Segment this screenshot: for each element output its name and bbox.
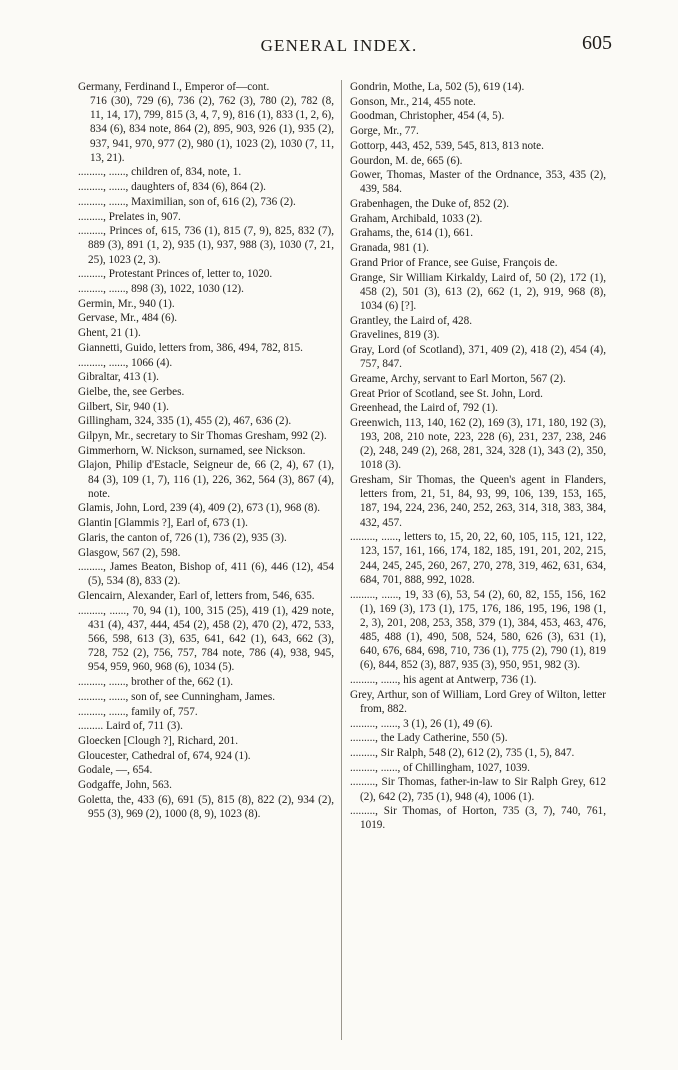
page-title: GENERAL INDEX. xyxy=(260,36,418,55)
index-entry: Gower, Thomas, Master of the Ordnance, 353, 435 (2), 439, 584. xyxy=(350,169,606,196)
page-number: 605 xyxy=(582,32,612,54)
index-entry: Greenhead, the Laird of, 792 (1). xyxy=(350,402,498,415)
index-entry: Greame, Archy, servant to Earl Morton, 567 (2). xyxy=(350,372,566,385)
index-entry: ........., ......, 19, 33 (6), 53, 54 (2), 60, 82, 155, 156, 162 (1), 169 (3), 173 (1), 175, 176, 186, 195, 196, 198 (1, 2, 3), 201, 208, 253, 358, 379 (1), 384, 453, 463, 476, 485, 488 (1), 490, 508, 524, 580, 626 (3), 631 (1), 640, 676, 684, 698, 710, 736 (1), 775 (2), 790 (1), 819 (6), 844, 852 (3), 887, 935 (3), 950, 951, 982 (3). xyxy=(350,588,606,672)
index-entry: Gillingham, 324, 335 (1), 455 (2), 467, 636 (2). xyxy=(78,415,292,428)
index-entry: Glamis, John, Lord, 239 (4), 409 (2), 673 (1), 968 (8). xyxy=(78,502,321,515)
index-entry: Gielbe, the, see Gerbes. xyxy=(78,385,185,398)
index-entry-line: 716 (30), 729 (6), 736 (2), 762 (3), 780 (2), 782 (8, 11, 14, 17), 799, 815 (3, 4, 7, 9), 816 (1), 833 (1, 2, 6), 834 (6), 834 note, 864 (2), 895, 903, 926 (1), 935 (2), 937, 941, 970, 977 (2), 980 (1), 1023 (2), 1030 (7, 11, 13, 21). xyxy=(90,95,334,164)
index-entry: Glaris, the canton of, 726 (1), 736 (2), 935 (3). xyxy=(78,531,287,544)
index-entry: Greenwich, 113, 140, 162 (2), 169 (3), 171, 180, 192 (3), 193, 208, 210 note, 223, 228 (6), 231, 237, 238, 246 (2), 248, 249 (2), 268, 281, 324, 328 (1), 343 (2), 350, 1018 (3). xyxy=(350,416,606,472)
index-entry: Glantin [Glammis ?], Earl of, 673 (1). xyxy=(78,517,248,530)
index-entry: ........., ......, brother of the, 662 (1). xyxy=(78,676,234,689)
index-entry: ........., the Lady Catherine, 550 (5). xyxy=(350,732,508,745)
index-entry: Great Prior of Scotland, see St. John, Lord. xyxy=(350,387,543,400)
index-entry: Grantley, the Laird of, 428. xyxy=(350,314,472,327)
index-entry: Grand Prior of France, see Guise, François de. xyxy=(350,256,558,269)
index-entry: ........., ......, 3 (1), 26 (1), 49 (6). xyxy=(350,717,493,730)
index-entry: ........., Princes of, 615, 736 (1), 815 (7, 9), 825, 832 (7), 889 (3), 891 (1, 2), 935 (1), 937, 988 (3), 1030 (7, 21, 25), 1023 (2, 3). xyxy=(78,225,334,266)
index-entry: Gonson, Mr., 214, 455 note. xyxy=(350,95,476,108)
index-entry: ........., Sir Ralph, 548 (2), 612 (2), 735 (1, 5), 847. xyxy=(350,746,575,759)
index-entry: Gorge, Mr., 77. xyxy=(350,125,419,138)
index-column-left xyxy=(78,80,334,822)
index-entry: Gray, Lord (of Scotland), 371, 409 (2), 418 (2), 454 (4), 757, 847. xyxy=(350,344,606,371)
index-entry: ........., ......, 1066 (4). xyxy=(78,356,173,369)
index-entry: Gloucester, Cathedral of, 674, 924 (1). xyxy=(78,749,251,762)
index-entry: Glencairn, Alexander, Earl of, letters from, 546, 635. xyxy=(78,590,315,603)
index-entry: ........., ......, letters to, 15, 20, 22, 60, 105, 115, 121, 122, 123, 157, 161, 166, 174, 182, 185, 191, 201, 202, 215, 244, 245, 245, 260, 267, 270, 278, 319, 462, 631, 634, 684, 701, 888, 992, 1028. xyxy=(350,531,606,586)
index-entry: ........., Prelates in, 907. xyxy=(78,210,181,223)
index-entry: Glasgow, 567 (2), 598. xyxy=(78,546,181,559)
index-entry: Grey, Arthur, son of William, Lord Grey of Wilton, letter from, 882. xyxy=(350,688,606,715)
index-entry: ........., ......, children of, 834, note, 1. xyxy=(78,166,242,179)
index-entry-line: Germany, Ferdinand I., Emperor of—cont. xyxy=(78,81,270,93)
index-entry: Gimmerhorn, W. Nickson, surnamed, see Nickson. xyxy=(78,444,306,457)
running-head xyxy=(0,30,678,56)
index-entry: ........., ......, daughters of, 834 (6), 864 (2). xyxy=(78,181,266,194)
column-divider xyxy=(341,80,342,1040)
index-entry: Gilbert, Sir, 940 (1). xyxy=(78,400,169,413)
index-entry: Gondrin, Mothe, La, 502 (5), 619 (14). xyxy=(350,81,525,93)
index-entry: Giannetti, Guido, letters from, 386, 494, 782, 815. xyxy=(78,341,303,354)
index-entry: ........., Sir Thomas, of Horton, 735 (3, 7), 740, 761, 1019. xyxy=(350,805,606,832)
index-entry: Glajon, Philip d'Estacle, Seigneur de, 66 (2, 4), 67 (1), 84 (3), 109 (1, 7), 116 (1), 226, 362, 564 (3), 867 (4), note. xyxy=(78,459,334,500)
index-entry: Goletta, the, 433 (6), 691 (5), 815 (8), 822 (2), 934 (2), 955 (3), 969 (2), 1000 (8, 9), 1023 (8). xyxy=(78,793,334,820)
index-column-right xyxy=(350,80,606,833)
index-entry: ........., James Beaton, Bishop of, 411 (6), 446 (12), 454 (5), 534 (8), 833 (2). xyxy=(78,561,334,588)
index-entry: Gottorp, 443, 452, 539, 545, 813, 813 note. xyxy=(350,139,544,152)
index-entry: ........., ......, 898 (3), 1022, 1030 (12). xyxy=(78,283,244,296)
index-entry: Gibraltar, 413 (1). xyxy=(78,371,159,384)
index-entry: ......... Laird of, 711 (3). xyxy=(78,720,183,733)
index-entry: Godgaffe, John, 563. xyxy=(78,779,172,792)
index-entry xyxy=(78,80,334,165)
index-entry: Gresham, Sir Thomas, the Queen's agent in Flanders, letters from, 21, 51, 84, 93, 99, 106, 139, 153, 165, 187, 194, 224, 236, 240, 252, 263, 314, 318, 383, 384, 432, 457. xyxy=(350,474,606,529)
index-entry: Ghent, 21 (1). xyxy=(78,327,141,340)
index-entry: Graham, Archibald, 1033 (2). xyxy=(350,212,483,225)
index-entry: Germin, Mr., 940 (1). xyxy=(78,297,175,310)
index-entry: Gourdon, M. de, 665 (6). xyxy=(350,154,463,167)
index-entry: Goodman, Christopher, 454 (4, 5). xyxy=(350,110,505,123)
index-entry: Gloecken [Clough ?], Richard, 201. xyxy=(78,734,239,747)
index-entry: Gravelines, 819 (3). xyxy=(350,329,440,342)
index-entry: ........., ......, his agent at Antwerp, 736 (1). xyxy=(350,673,537,686)
index-entry: ........., ......, 70, 94 (1), 100, 315 (25), 419 (1), 429 note, 431 (4), 437, 444, 454 (2), 458 (2), 470 (2), 472, 533, 566, 598, 613 (3), 635, 641, 642 (1), 643, 662 (3), 728, 752 (2), 756, 757, 784 note, 786 (4), 938, 945, 954, 959, 960, 968 (6), 1034 (5). xyxy=(78,604,334,674)
index-entry: Grabenhagen, the Duke of, 852 (2). xyxy=(350,198,510,211)
index-entry: Granada, 981 (1). xyxy=(350,242,429,255)
index-entry: ........., Sir Thomas, father-in-law to Sir Ralph Grey, 612 (2), 642 (2), 735 (1), 948 (4), 1006 (1). xyxy=(350,776,606,803)
index-entry: ........., ......, son of, see Cunningham, James. xyxy=(78,690,276,703)
index-entry: ........., ......, of Chillingham, 1027, 1039. xyxy=(350,761,530,774)
index-entry: Grahams, the, 614 (1), 661. xyxy=(350,227,474,240)
index-entry: ........., ......, family of, 757. xyxy=(78,705,198,718)
index-entry: ........., Protestant Princes of, letter to, 1020. xyxy=(78,268,273,281)
index-entry: Gervase, Mr., 484 (6). xyxy=(78,312,178,325)
index-entry: Gilpyn, Mr., secretary to Sir Thomas Gresham, 992 (2). xyxy=(78,430,327,443)
index-entry: Godale, —, 654. xyxy=(78,764,153,777)
index-entry: Grange, Sir William Kirkaldy, Laird of, 50 (2), 172 (1), 458 (2), 501 (3), 613 (2), 662 (1, 2), 919, 968 (8), 1034 (6) [?]. xyxy=(350,271,606,312)
index-entry: ........., ......, Maximilian, son of, 616 (2), 736 (2). xyxy=(78,195,296,208)
